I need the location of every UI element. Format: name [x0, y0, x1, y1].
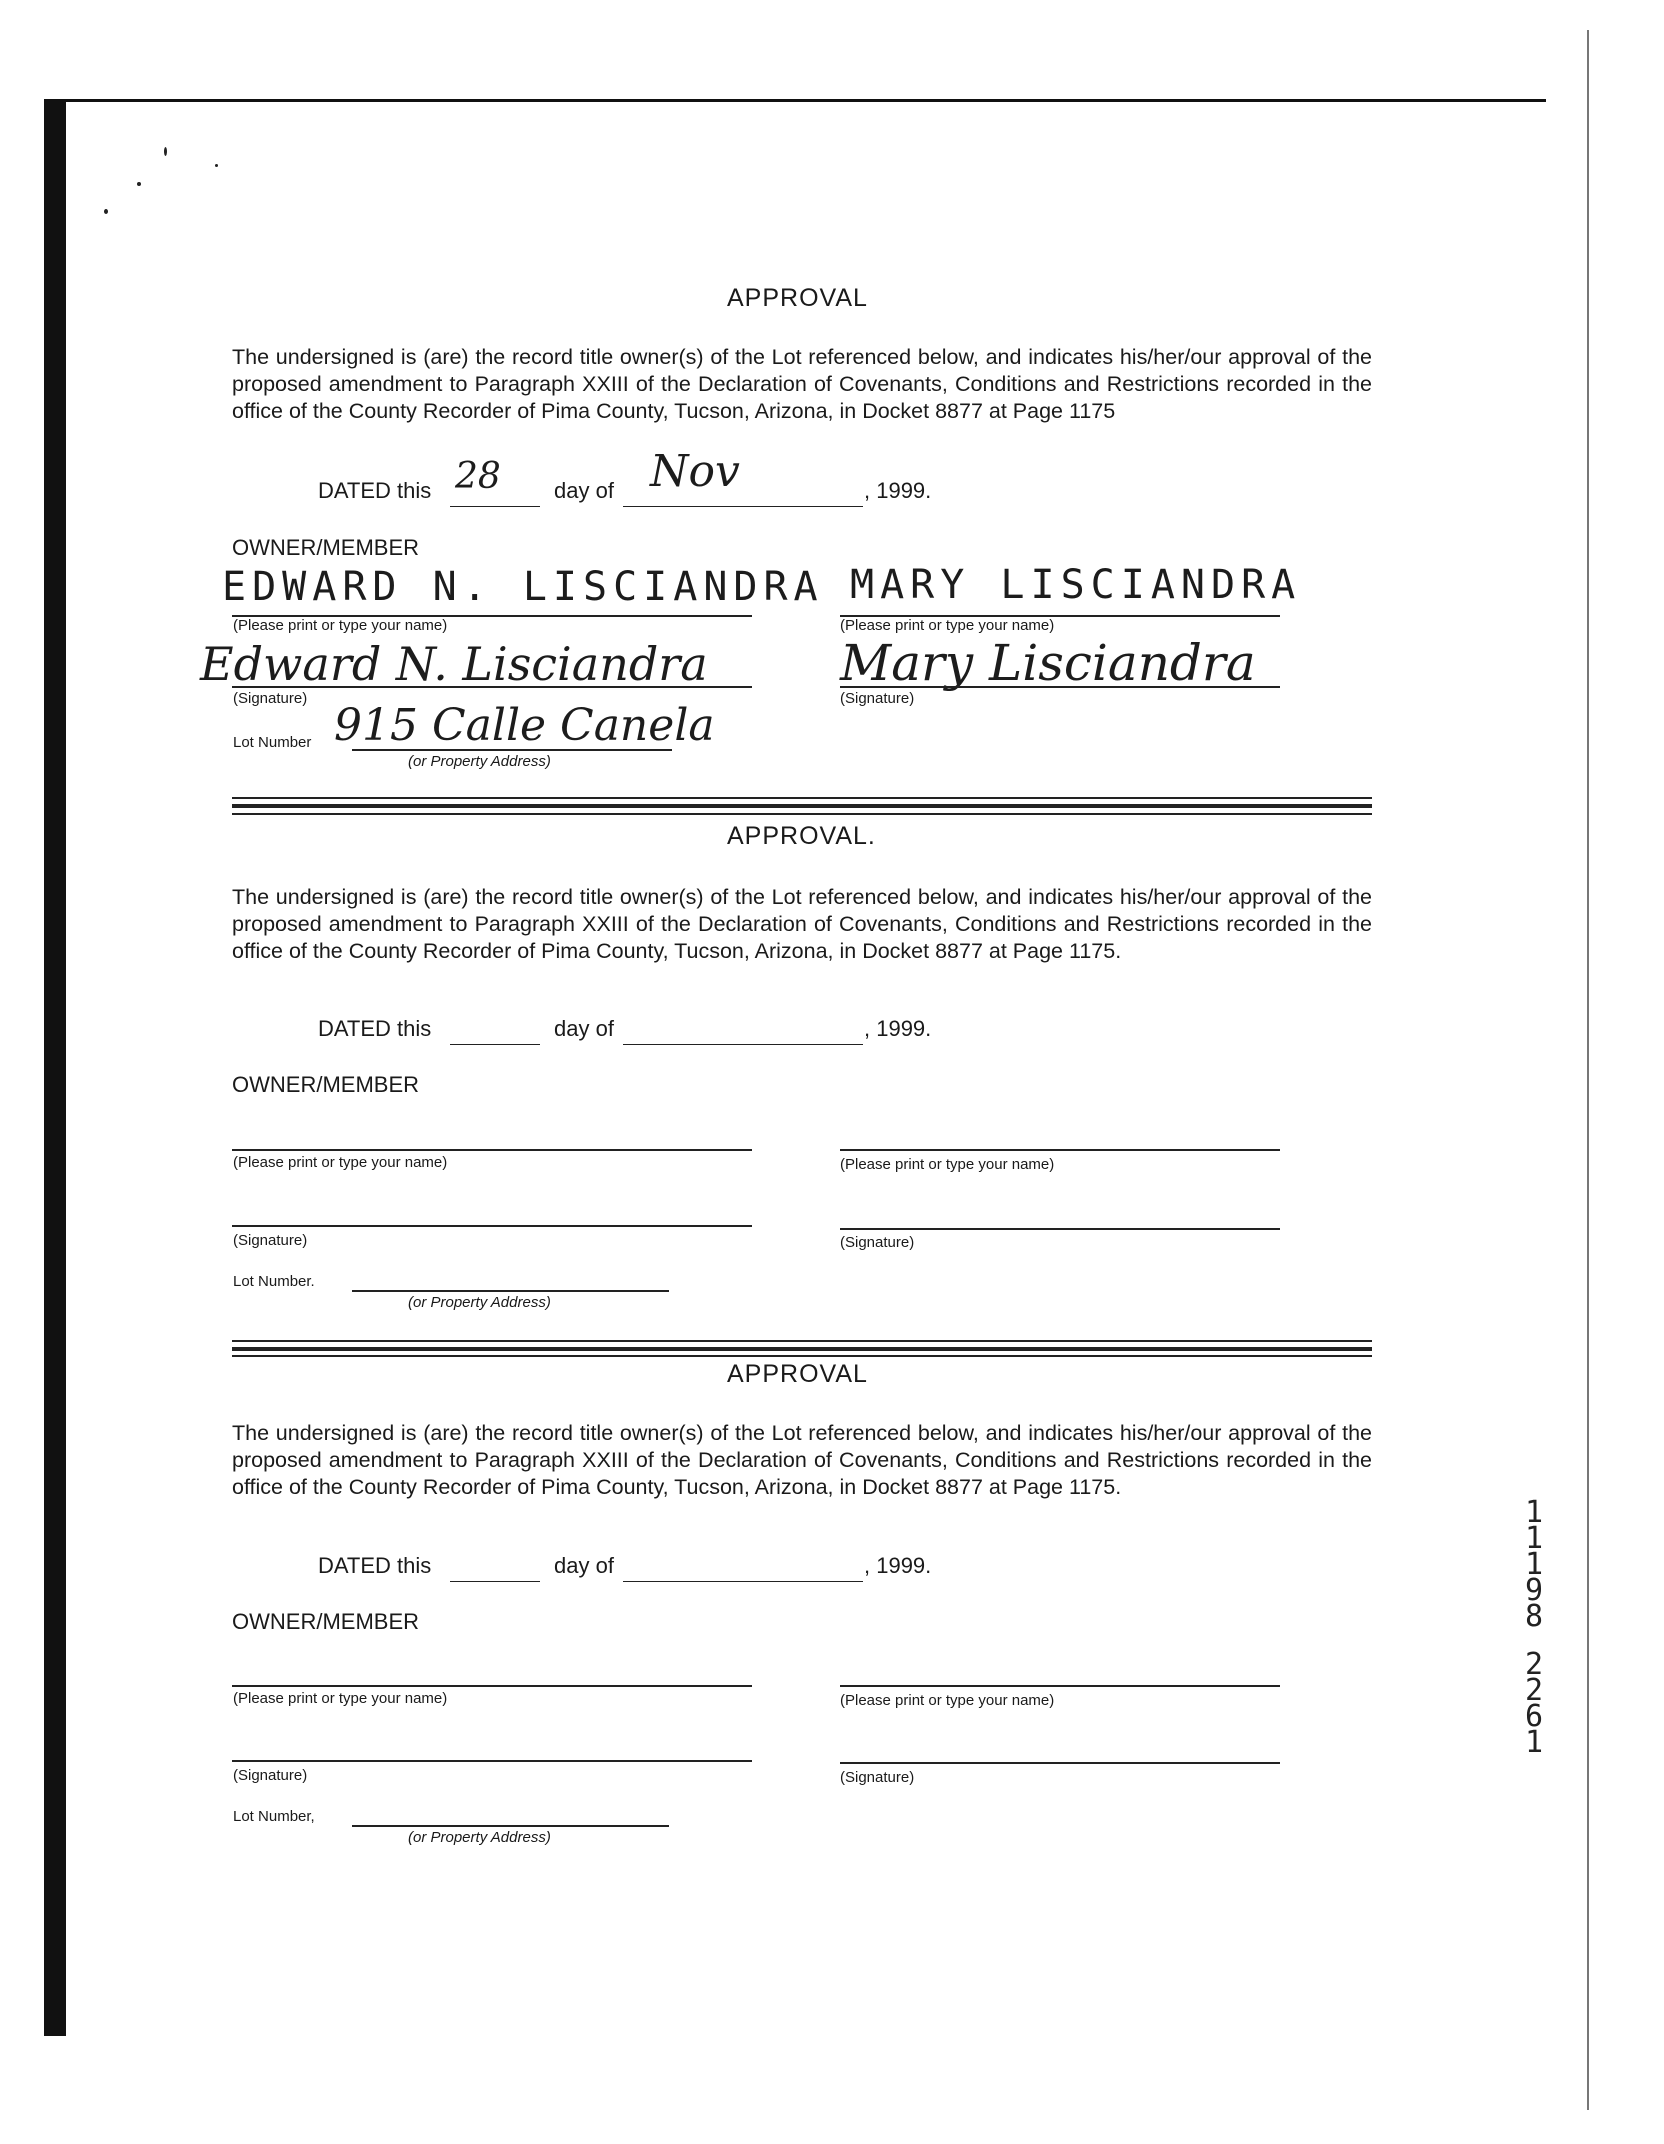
owner2-name-caption: (Please print or type your name) — [840, 617, 1055, 634]
dated-this-label: DATED this — [318, 1016, 432, 1041]
approval-paragraph-1: The undersigned is (are) the record title owner(s) of the Lot referenced below, and indicates his/her/our approval of the proposed amendment to Paragraph XXIII of the Declaration of Covenants, Conditions and Restrictions recorded in the office of the County Recorder of Pima County, Tucson, Arizona, in Docket 8877 at Page 1175 — [232, 345, 1372, 423]
owner1-name-caption: (Please print or type your name) — [233, 617, 448, 634]
handwritten-owner1-name: EDWARD N. LISCIANDRA — [222, 564, 824, 610]
day-blank[interactable] — [450, 506, 540, 507]
lot-number-label-3: Lot Number, — [233, 1808, 315, 1825]
owner2-signature-line[interactable] — [840, 686, 1280, 688]
lot-number-line-3[interactable] — [352, 1825, 669, 1827]
handwritten-month: Nov — [650, 446, 740, 497]
property-address-caption-3: (or Property Address) — [408, 1829, 551, 1846]
owner2-name-caption: (Please print or type your name) — [840, 1156, 1055, 1173]
approval-paragraph-3: The undersigned is (are) the record title owner(s) of the Lot referenced below, and indicates his/her/our approval of the proposed amendment to Paragraph XXIII of the Declaration of Covenants, Conditions and Restrictions recorded in the office of the County Recorder of Pima County, Tucson, Arizona, in Docket 8877 at Page 1175. — [232, 1421, 1372, 1499]
owner2-name-line[interactable] — [840, 1149, 1280, 1151]
month-blank[interactable] — [623, 506, 863, 507]
dated-row-3 — [318, 1553, 1018, 1583]
dated-row-2 — [318, 1016, 1018, 1046]
year-label: , 1999. — [864, 478, 932, 503]
owner2-signature-caption: (Signature) — [840, 690, 915, 707]
property-address-caption-2: (or Property Address) — [408, 1294, 551, 1311]
dated-this-label: DATED this — [318, 478, 432, 503]
dated-this-label: DATED this — [318, 1553, 432, 1578]
handwritten-lot-address: 915 Calle Canela — [334, 700, 715, 751]
day-blank[interactable] — [450, 1581, 540, 1582]
approval-heading-1: APPROVAL — [727, 284, 868, 312]
month-blank[interactable] — [623, 1581, 863, 1582]
scan-speck — [164, 147, 167, 156]
owner-member-label-1: OWNER/MEMBER — [232, 535, 419, 560]
docket-digit: 1 — [1524, 1521, 1544, 1556]
docket-digit: 9 — [1524, 1573, 1544, 1608]
section-separator-2 — [232, 1340, 1372, 1362]
docket-digit: 1 — [1524, 1495, 1544, 1530]
docket-digit: 1 — [1524, 1547, 1544, 1582]
docket-digit: 6 — [1524, 1699, 1544, 1734]
owner2-signature-line[interactable] — [840, 1228, 1280, 1230]
approval-heading-2: APPROVAL. — [727, 822, 876, 850]
owner2-name-caption: (Please print or type your name) — [840, 1692, 1055, 1709]
lot-number-line-1[interactable] — [352, 749, 672, 751]
day-of-label: day of — [554, 1016, 614, 1041]
section-separator-1 — [232, 797, 1372, 819]
owner1-signature-line[interactable] — [232, 1225, 752, 1227]
lot-number-label-1: Lot Number — [233, 734, 312, 751]
owner1-signature-caption: (Signature) — [233, 1767, 308, 1784]
left-border — [44, 101, 66, 2036]
owner1-name-caption: (Please print or type your name) — [233, 1690, 448, 1707]
day-blank[interactable] — [450, 1044, 540, 1045]
handwritten-owner2-name: MARY LISCIANDRA — [850, 562, 1302, 608]
owner1-name-line[interactable] — [232, 1149, 752, 1151]
handwritten-day: 28 — [455, 456, 501, 497]
owner1-signature-caption: (Signature) — [233, 1232, 308, 1249]
owner1-signature-caption: (Signature) — [233, 690, 308, 707]
owner2-name-line[interactable] — [840, 1685, 1280, 1687]
year-label: , 1999. — [864, 1553, 932, 1578]
docket-digit: 8 — [1524, 1599, 1544, 1634]
day-of-label: day of — [554, 478, 614, 503]
top-border — [44, 99, 1546, 102]
docket-page-number — [1514, 1495, 1554, 1760]
month-blank[interactable] — [623, 1044, 863, 1045]
owner2-signature-line[interactable] — [840, 1762, 1280, 1764]
lot-number-label-2: Lot Number. — [233, 1273, 315, 1290]
docket-digit: 2 — [1524, 1673, 1544, 1708]
handwritten-owner2-signature: Mary Lisciandra — [840, 634, 1256, 692]
docket-digit: 1 — [1524, 1725, 1544, 1760]
scan-speck — [137, 182, 141, 186]
scan-speck — [215, 164, 218, 167]
approval-heading-3: APPROVAL — [727, 1360, 868, 1388]
owner1-signature-line[interactable] — [232, 686, 752, 688]
approval-paragraph-2: The undersigned is (are) the record title owner(s) of the Lot referenced below, and indicates his/her/our approval of the proposed amendment to Paragraph XXIII of the Declaration of Covenants, Conditions and Restrictions recorded in the office of the County Recorder of Pima County, Tucson, Arizona, in Docket 8877 at Page 1175. — [232, 885, 1372, 963]
owner1-signature-line[interactable] — [232, 1760, 752, 1762]
owner1-name-line[interactable] — [232, 1685, 752, 1687]
docket-digit: 2 — [1524, 1647, 1544, 1682]
property-address-caption-1: (or Property Address) — [408, 753, 551, 770]
lot-number-line-2[interactable] — [352, 1290, 669, 1292]
handwritten-owner1-signature: Edward N. Lisciandra — [200, 637, 708, 691]
owner1-name-caption: (Please print or type your name) — [233, 1154, 448, 1171]
scan-speck — [104, 209, 108, 214]
owner-member-label-3: OWNER/MEMBER — [232, 1609, 419, 1634]
year-label: , 1999. — [864, 1016, 932, 1041]
owner2-signature-caption: (Signature) — [840, 1769, 915, 1786]
owner-member-label-2: OWNER/MEMBER — [232, 1072, 419, 1097]
owner2-signature-caption: (Signature) — [840, 1234, 915, 1251]
day-of-label: day of — [554, 1553, 614, 1578]
right-edge-rule — [1587, 30, 1589, 2110]
